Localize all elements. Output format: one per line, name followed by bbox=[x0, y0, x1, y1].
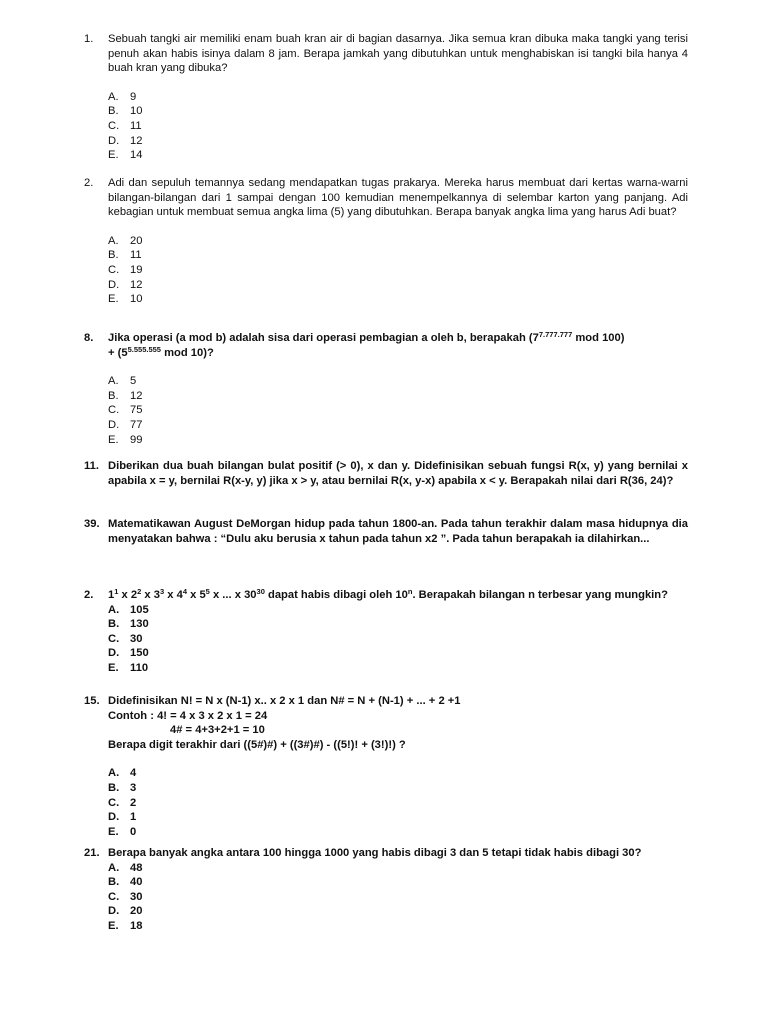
option-letter: D. bbox=[108, 811, 120, 824]
option-letter: B. bbox=[108, 876, 120, 889]
option-value: 77 bbox=[130, 418, 143, 431]
option-letter: D. bbox=[108, 905, 120, 918]
option-value: 18 bbox=[130, 919, 143, 932]
option-letter: B. bbox=[108, 781, 120, 794]
option-letter: D. bbox=[108, 418, 120, 431]
question-text-part: mod 100) bbox=[572, 332, 625, 344]
option-value: 12 bbox=[130, 134, 143, 147]
question-text bbox=[108, 694, 688, 752]
question-text-part: dapat habis dibagi oleh 10 bbox=[264, 589, 408, 601]
option-d[interactable] bbox=[108, 646, 688, 661]
question-text: Diberikan dua buah bilangan bulat positif (> 0), x dan y. Didefinisikan sebuah fungsi R(x, y) yang bernilai x apabila x = y, bernilai R(x-y, y) jika x > y, atau bernilai R(x, y-x) apabila x < y. Berapakah nilai dari R(36, 24)? bbox=[108, 460, 688, 487]
term-base: 1 bbox=[108, 589, 115, 601]
option-e[interactable] bbox=[108, 148, 688, 163]
option-letter: A. bbox=[108, 375, 119, 388]
option-list bbox=[108, 603, 688, 676]
option-b[interactable] bbox=[108, 104, 688, 119]
option-c[interactable] bbox=[108, 632, 688, 647]
option-value: 12 bbox=[130, 278, 143, 291]
question-39 bbox=[84, 517, 688, 546]
option-list bbox=[108, 766, 688, 839]
option-e[interactable] bbox=[108, 825, 688, 840]
option-letter: E. bbox=[108, 433, 119, 446]
term-base: 2 bbox=[130, 589, 138, 601]
option-value: 20 bbox=[130, 234, 143, 247]
option-letter: C. bbox=[108, 119, 120, 132]
operator: x bbox=[121, 589, 128, 601]
question-1 bbox=[84, 32, 688, 163]
question-line: Berapa digit terakhir dari ((5#)#) + ((3#)#) - ((5!)! + (3!)!) ? bbox=[108, 738, 406, 751]
option-b[interactable] bbox=[108, 781, 688, 796]
question-text-part: Jika operasi (a mod b) adalah sisa dari operasi pembagian a oleh b, berapakah (7 bbox=[108, 332, 539, 344]
option-value: 2 bbox=[130, 796, 137, 809]
option-letter: E. bbox=[108, 293, 119, 306]
option-letter: E. bbox=[108, 919, 119, 932]
option-value: 10 bbox=[130, 293, 143, 306]
option-e[interactable] bbox=[108, 919, 688, 934]
operator: x bbox=[190, 589, 197, 601]
option-value: 130 bbox=[130, 618, 149, 631]
option-value: 75 bbox=[130, 404, 143, 417]
option-a[interactable] bbox=[108, 374, 688, 389]
term-base: 5 bbox=[199, 589, 206, 601]
question-text-part: mod 10)? bbox=[160, 346, 214, 359]
question-text: Adi dan sepuluh temannya sedang mendapatkan tugas prakarya. Mereka harus membuat dari kertas warna-warni bilangan-bilangan dari 1 sampai dengan 100 kemudian menempelkannya di selembar karton yang panjang. Adi kebagian untuk membuat semua angka lima (5) yang dibutuhkan. Berapa banyak angka lima yang harus Adi buat? bbox=[108, 177, 688, 219]
option-value: 30 bbox=[130, 890, 143, 903]
option-value: 99 bbox=[130, 433, 143, 446]
option-value: 12 bbox=[130, 389, 143, 402]
option-a[interactable] bbox=[108, 90, 688, 105]
option-value: 11 bbox=[130, 119, 142, 132]
option-letter: D. bbox=[108, 647, 120, 660]
question-text: Sebuah tangki air memiliki enam buah kran air di bagian dasarnya. Jika semua kran dibuka maka tangki yang terisi penuh akan habis isinya dalam 8 jam. Berapa jamkah yang dibutuhkan untuk menghabiskan isi tangki bila hanya 4 buah kran yang dibuka? bbox=[108, 33, 688, 75]
question-number: 1. bbox=[84, 33, 94, 45]
option-letter: B. bbox=[108, 249, 119, 262]
question-2 bbox=[84, 176, 688, 307]
option-value: 11 bbox=[130, 249, 142, 262]
question-2b bbox=[84, 588, 688, 676]
question-number: 11. bbox=[84, 460, 99, 472]
question-text-part: + (5 bbox=[108, 346, 128, 359]
option-value: 3 bbox=[130, 781, 137, 794]
option-value: 0 bbox=[130, 825, 137, 838]
option-e[interactable] bbox=[108, 292, 688, 307]
option-b[interactable] bbox=[108, 389, 688, 404]
option-letter: A. bbox=[108, 90, 119, 103]
option-letter: C. bbox=[108, 796, 120, 809]
option-letter: E. bbox=[108, 825, 119, 838]
operator: x bbox=[144, 589, 151, 601]
option-d[interactable] bbox=[108, 904, 688, 919]
question-8 bbox=[84, 331, 688, 447]
ellipsis: ... bbox=[222, 589, 232, 601]
option-value: 5 bbox=[130, 375, 137, 388]
option-letter: B. bbox=[108, 389, 119, 402]
option-value: 14 bbox=[130, 149, 143, 162]
operator: x bbox=[212, 589, 220, 601]
question-number: 21. bbox=[84, 847, 100, 859]
option-list bbox=[108, 861, 688, 934]
question-text: Berapa banyak angka antara 100 hingga 1000 yang habis dibagi 3 dan 5 tetapi tidak habis dibagi 30? bbox=[108, 847, 642, 859]
option-letter: D. bbox=[108, 134, 120, 147]
definition-line: Didefinisikan N! = N x (N-1) x.. x 2 x 1 dan N# = N + (N-1) + ... + 2 +1 bbox=[108, 695, 461, 707]
option-d[interactable] bbox=[108, 418, 688, 433]
option-letter: A. bbox=[108, 603, 120, 616]
option-value: 4 bbox=[130, 767, 137, 780]
option-value: 1 bbox=[130, 811, 137, 824]
option-list bbox=[108, 90, 688, 163]
exponent: 4 bbox=[182, 587, 187, 596]
question-number: 2. bbox=[84, 589, 94, 601]
question-21 bbox=[84, 846, 688, 934]
option-c[interactable] bbox=[108, 796, 688, 811]
exponent: 5.555.555 bbox=[127, 344, 161, 354]
option-letter: E. bbox=[108, 149, 119, 162]
question-number: 2. bbox=[84, 177, 94, 189]
option-a[interactable] bbox=[108, 766, 688, 781]
option-d[interactable] bbox=[108, 134, 688, 149]
question-text: Matematikawan August DeMorgan hidup pada tahun 1800-an. Pada tahun terakhir dalam masa hidupnya dia menyatakan bahwa : “Dulu aku berusia x tahun pada tahun x2 ”. Pada tahun berapakah ia dilahirkan... bbox=[108, 518, 688, 545]
option-e[interactable] bbox=[108, 661, 688, 676]
option-letter: C. bbox=[108, 263, 120, 276]
option-list bbox=[108, 234, 688, 307]
option-c[interactable] bbox=[108, 403, 688, 418]
option-list bbox=[108, 374, 688, 447]
exponent: 5 bbox=[205, 587, 210, 596]
question-11 bbox=[84, 459, 688, 488]
option-a[interactable] bbox=[108, 861, 688, 876]
operator: x bbox=[234, 589, 241, 601]
question-text-part: . Berapakah bilangan n terbesar yang mungkin? bbox=[412, 589, 668, 601]
question-15 bbox=[84, 694, 688, 839]
option-a[interactable] bbox=[108, 234, 688, 249]
question-number: 15. bbox=[84, 695, 100, 707]
exponent: 1 bbox=[114, 587, 119, 596]
exponent: 2 bbox=[137, 587, 142, 596]
option-value: 30 bbox=[130, 632, 143, 645]
example-line: Contoh : 4! = 4 x 3 x 2 x 1 = 24 bbox=[108, 709, 268, 722]
option-value: 40 bbox=[130, 876, 143, 889]
term-base: 4 bbox=[176, 589, 183, 601]
option-letter: B. bbox=[108, 618, 120, 631]
option-letter: C. bbox=[108, 890, 120, 903]
question-number: 8. bbox=[84, 332, 94, 344]
option-letter: A. bbox=[108, 767, 120, 780]
option-letter: C. bbox=[108, 632, 120, 645]
option-letter: D. bbox=[108, 278, 120, 291]
option-b[interactable] bbox=[108, 248, 688, 263]
example-line: 4# = 4+3+2+1 = 10 bbox=[170, 724, 265, 737]
term-base: 3 bbox=[153, 589, 160, 601]
option-e[interactable] bbox=[108, 433, 688, 448]
option-b[interactable] bbox=[108, 617, 688, 632]
exponent: n bbox=[407, 587, 413, 596]
option-d[interactable] bbox=[108, 810, 688, 825]
operator: x bbox=[167, 589, 174, 601]
option-c[interactable] bbox=[108, 263, 688, 278]
question-text bbox=[108, 331, 688, 360]
option-letter: A. bbox=[108, 861, 120, 874]
term-base: 30 bbox=[244, 589, 257, 601]
option-value: 48 bbox=[130, 861, 143, 874]
option-c[interactable] bbox=[108, 890, 688, 905]
exponent: 7.777.777 bbox=[538, 330, 573, 339]
exponent: 30 bbox=[256, 587, 265, 596]
option-c[interactable] bbox=[108, 119, 688, 134]
option-value: 19 bbox=[130, 263, 143, 276]
exponent: 3 bbox=[159, 587, 165, 596]
option-value: 20 bbox=[130, 905, 143, 918]
option-value: 10 bbox=[130, 105, 143, 118]
option-b[interactable] bbox=[108, 875, 688, 890]
question-text bbox=[108, 588, 688, 603]
option-letter: A. bbox=[108, 234, 119, 247]
question-number: 39. bbox=[84, 518, 100, 530]
option-value: 9 bbox=[130, 90, 137, 103]
option-a[interactable] bbox=[108, 603, 688, 618]
option-value: 105 bbox=[130, 603, 149, 616]
option-letter: C. bbox=[108, 404, 120, 417]
option-value: 110 bbox=[130, 661, 149, 674]
option-d[interactable] bbox=[108, 278, 688, 293]
option-value: 150 bbox=[130, 647, 149, 660]
option-letter: B. bbox=[108, 105, 119, 118]
option-letter: E. bbox=[108, 661, 119, 674]
